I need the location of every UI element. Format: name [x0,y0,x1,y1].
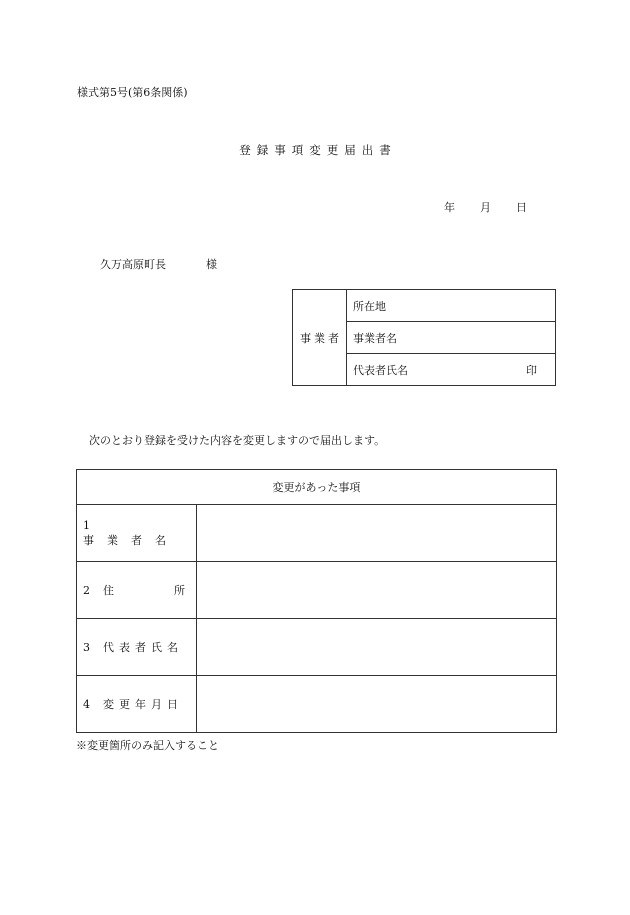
changes-table [76,469,557,733]
business-name-field[interactable] [347,322,556,354]
item-number: 4 [83,698,90,711]
addressee [100,256,217,272]
date-month-label: 月 [480,201,491,214]
business-label: 事業者 [293,290,347,386]
change-business-name-input[interactable] [197,505,557,562]
business-name-field-label: 事業者名 [353,331,397,345]
item-text [103,582,185,598]
representative-name-field-label: 代表者氏名 [353,363,408,377]
change-address-input[interactable] [197,562,557,619]
date-day-label: 日 [516,201,527,214]
change-date-input[interactable] [197,676,557,733]
item-text: 事業者名 [83,533,179,547]
addressee-name: 久万高原町長 [100,258,166,271]
item-text-part: 住 [103,584,114,597]
address-field[interactable] [347,290,556,322]
change-item-label [77,505,197,562]
item-number: 2 [83,584,90,597]
item-text-part: 所 [174,584,185,597]
change-item-label [77,619,197,676]
form-number: 様式第5号(第6条関係) [77,86,188,99]
statement-text: 次のとおり登録を受けた内容を変更しますので届出します。 [89,434,386,447]
change-item-label [77,676,197,733]
change-representative-input[interactable] [197,619,557,676]
document-title: 登録事項変更届出書 [239,143,397,157]
seal-mark: 印 [526,363,537,377]
item-text: 代表者氏名 [103,641,183,654]
item-number: 3 [83,641,90,654]
item-number: 1 [83,518,90,532]
representative-name-field[interactable] [347,354,556,386]
footnote: ※変更箇所のみ記入すること [76,739,219,752]
business-info-table [292,289,556,386]
changes-header: 変更があった事項 [77,470,557,505]
address-field-label: 所在地 [353,299,386,313]
item-text: 変更年月日 [103,698,183,711]
date-year-label: 年 [444,201,455,214]
addressee-honorific: 様 [206,258,217,271]
change-item-label [77,562,197,619]
